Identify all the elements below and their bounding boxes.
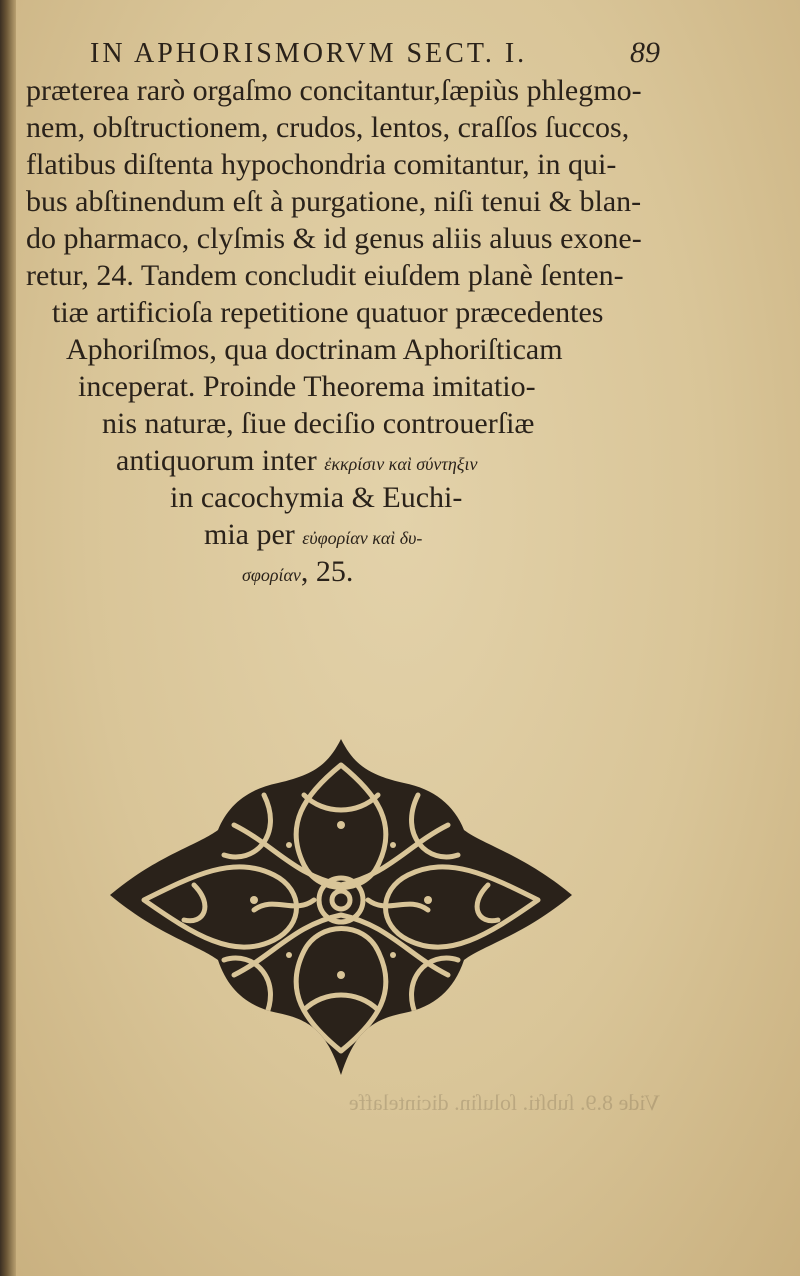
text-line: nis naturæ, ſiue deciſio controuerſiæ <box>102 407 535 440</box>
greek-text: σφορίαν <box>242 565 301 585</box>
text-line <box>204 516 422 553</box>
text-line: tiæ artificioſa repetitione quatuor præcedentes <box>52 296 604 329</box>
text-line: nem, obſtructionem, crudos, lentos, craſſos ſuccos, <box>26 111 630 144</box>
text-line: Aphoriſmos, qua doctrinam Aphoriſticam <box>66 333 563 366</box>
greek-text: ἐκκρίσιν καὶ σύντηξιν <box>324 454 478 474</box>
text-line: inceperat. Proinde Theorema imitatio- <box>78 370 536 403</box>
text-line: in cacochymia & Euchi- <box>170 481 463 514</box>
text-line <box>242 553 353 590</box>
text-line: do pharmaco, clyſmis & id genus aliis aluus exone- <box>26 222 642 255</box>
running-head <box>90 38 660 74</box>
text-line: bus abſtinendum eſt à purgatione, niſi tenui & blan- <box>26 185 642 218</box>
page-gutter <box>0 0 16 1276</box>
text-line <box>116 442 477 479</box>
latin-text: antiquorum inter <box>116 444 317 477</box>
greek-text: εὐφορίαν καὶ δυ- <box>302 528 423 548</box>
woodcut-tailpiece <box>104 735 578 1080</box>
text-line: flatibus diſtenta hypochondria comitantur, in qui- <box>26 148 617 181</box>
page-number: 89 <box>630 36 660 69</box>
running-title: IN APHORISMORVM SECT. I. <box>90 38 528 69</box>
latin-text: , 25. <box>300 555 354 588</box>
bleed-through-text: Vide 8.9. ſubſti. ſoluſin. dicintelaffe <box>348 1090 660 1115</box>
text-line: retur, 24. Tandem concludit eiuſdem planè ſenten- <box>26 259 624 292</box>
latin-text: mia per <box>204 518 295 551</box>
text-line: præterea rarò orgaſmo concitantur,ſæpiùs phlegmo- <box>26 74 642 107</box>
